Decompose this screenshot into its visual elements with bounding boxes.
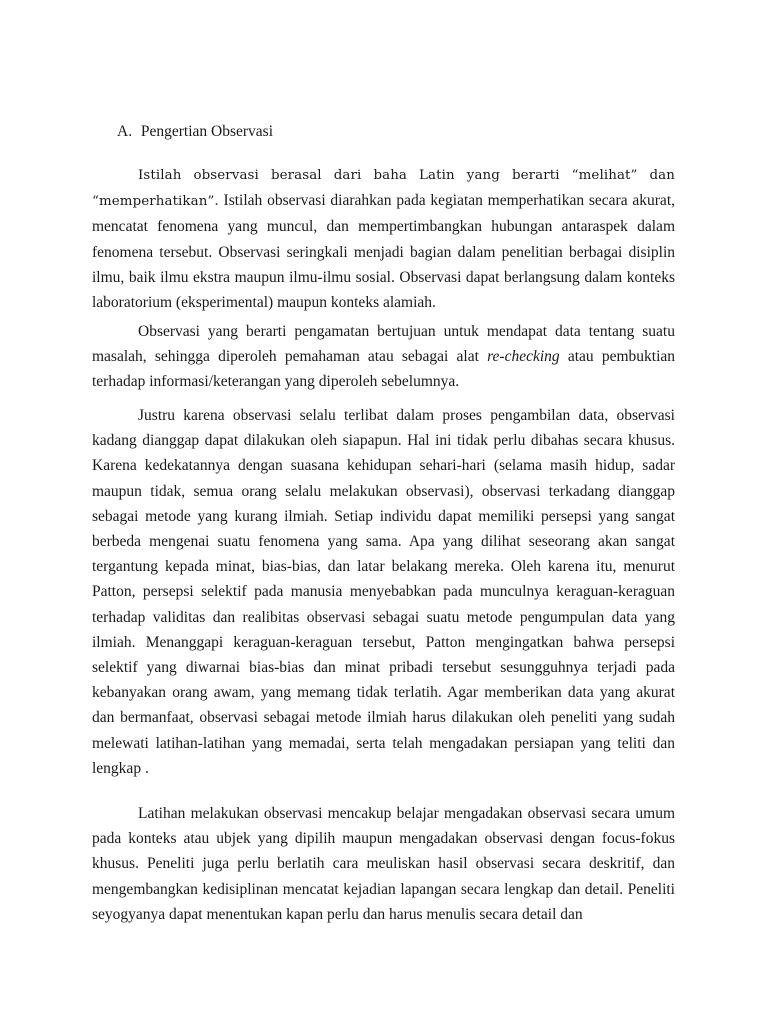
paragraph-4 [92,801,675,927]
section-title: Pengertian Observasi [140,123,274,140]
paragraph-4-text: Latihan melakukan observasi mencakup belajar mengadakan observasi secara umum pada konteks atau ubjek yang dipilih maupun mengadakan observasi dengan focus-fokus khusus. Peneliti juga perlu berlatih cara meuliskan hasil observasi secara deskritif, dan mengembangkan kedisiplinan mencatat kejadian lapangan secara lengkap dan detail. Peneliti seyogyanya dapat menentukan kapan perlu dan harus menulis secara detail dan [92,805,675,923]
paragraph-1-lead: Istilah observasi berasal dari baha Latin yang berarti “melihat” dan “memperhatikan”. [92,168,675,210]
section-heading [117,121,273,143]
section-number: A. [117,123,133,140]
paragraph-2-text-after: atau pembuktian terhadap informasi/keterangan yang diperoleh sebelumnya. [92,348,676,391]
paragraph-3-text: Justru karena observasi selalu terlibat dalam proses pengambilan data, observasi kadang dianggap dapat dilakukan oleh siapapun. Hal ini tidak perlu dibahas secara khusus. Karena kedekatannya dengan suasana kehidupan sehari-hari (selama masih hidup, sadar maupun tidak, semua orang selalu melakukan observasi), observasi terkadang dianggap sebagai metode yang kurang ilmiah. Setiap individu dapat memiliki persepsi yang sangat berbeda mengenai suatu fenomena yang sama. Apa yang dilihat seseorang akan sangat tergantung kepada minat, bias-bias, dan latar belakang mereka. Oleh karena itu, menurut Patton, persepsi selektif pada manusia menyebabkan pada munculnya keraguan-keraguan terhadap validitas dan realibitas observasi sebagai suatu metode pengumpulan data yang ilmiah. Menanggapi keraguan-keraguan tersebut, Patton mengingatkan bahwa persepsi selektif yang diwarnai bias-bias dan minat pribadi tersebut sesungguhnya terjadi pada kebanyakan orang awam, yang memang tidak terlatih. Agar memberikan data yang akurat dan bermanfaat, observasi sebagai metode ilmiah harus dilakukan oleh peneliti yang sudah melewati latihan-latihan yang memadai, serta telah mengadakan persiapan yang teliti dan lengkap . [92,407,675,777]
paragraph-2 [92,319,675,395]
paragraph-2-text-before: Observasi yang berarti pengamatan bertujuan untuk mendapat data tentang suatu masalah, sehingga diperoleh pemahaman atau sebagai alat [92,323,675,366]
paragraph-1-text: Istilah observasi diarahkan pada kegiatan memperhatikan secara akurat, mencatat fenomena yang muncul, dan mempertimbangkan hubungan antaraspek dalam fenomena tersebut. Observasi seringkali menjadi bagian dalam penelitian berbagai disiplin ilmu, baik ilmu ekstra maupun ilmu-ilmu sosial. Observasi dapat berlangsung dalam konteks laboratorium (eksperimental) maupun konteks alamiah. [92,192,675,312]
paragraph-1 [92,162,675,315]
paragraph-3 [92,403,675,781]
paragraph-2-italic-term: re-checking [487,348,560,366]
